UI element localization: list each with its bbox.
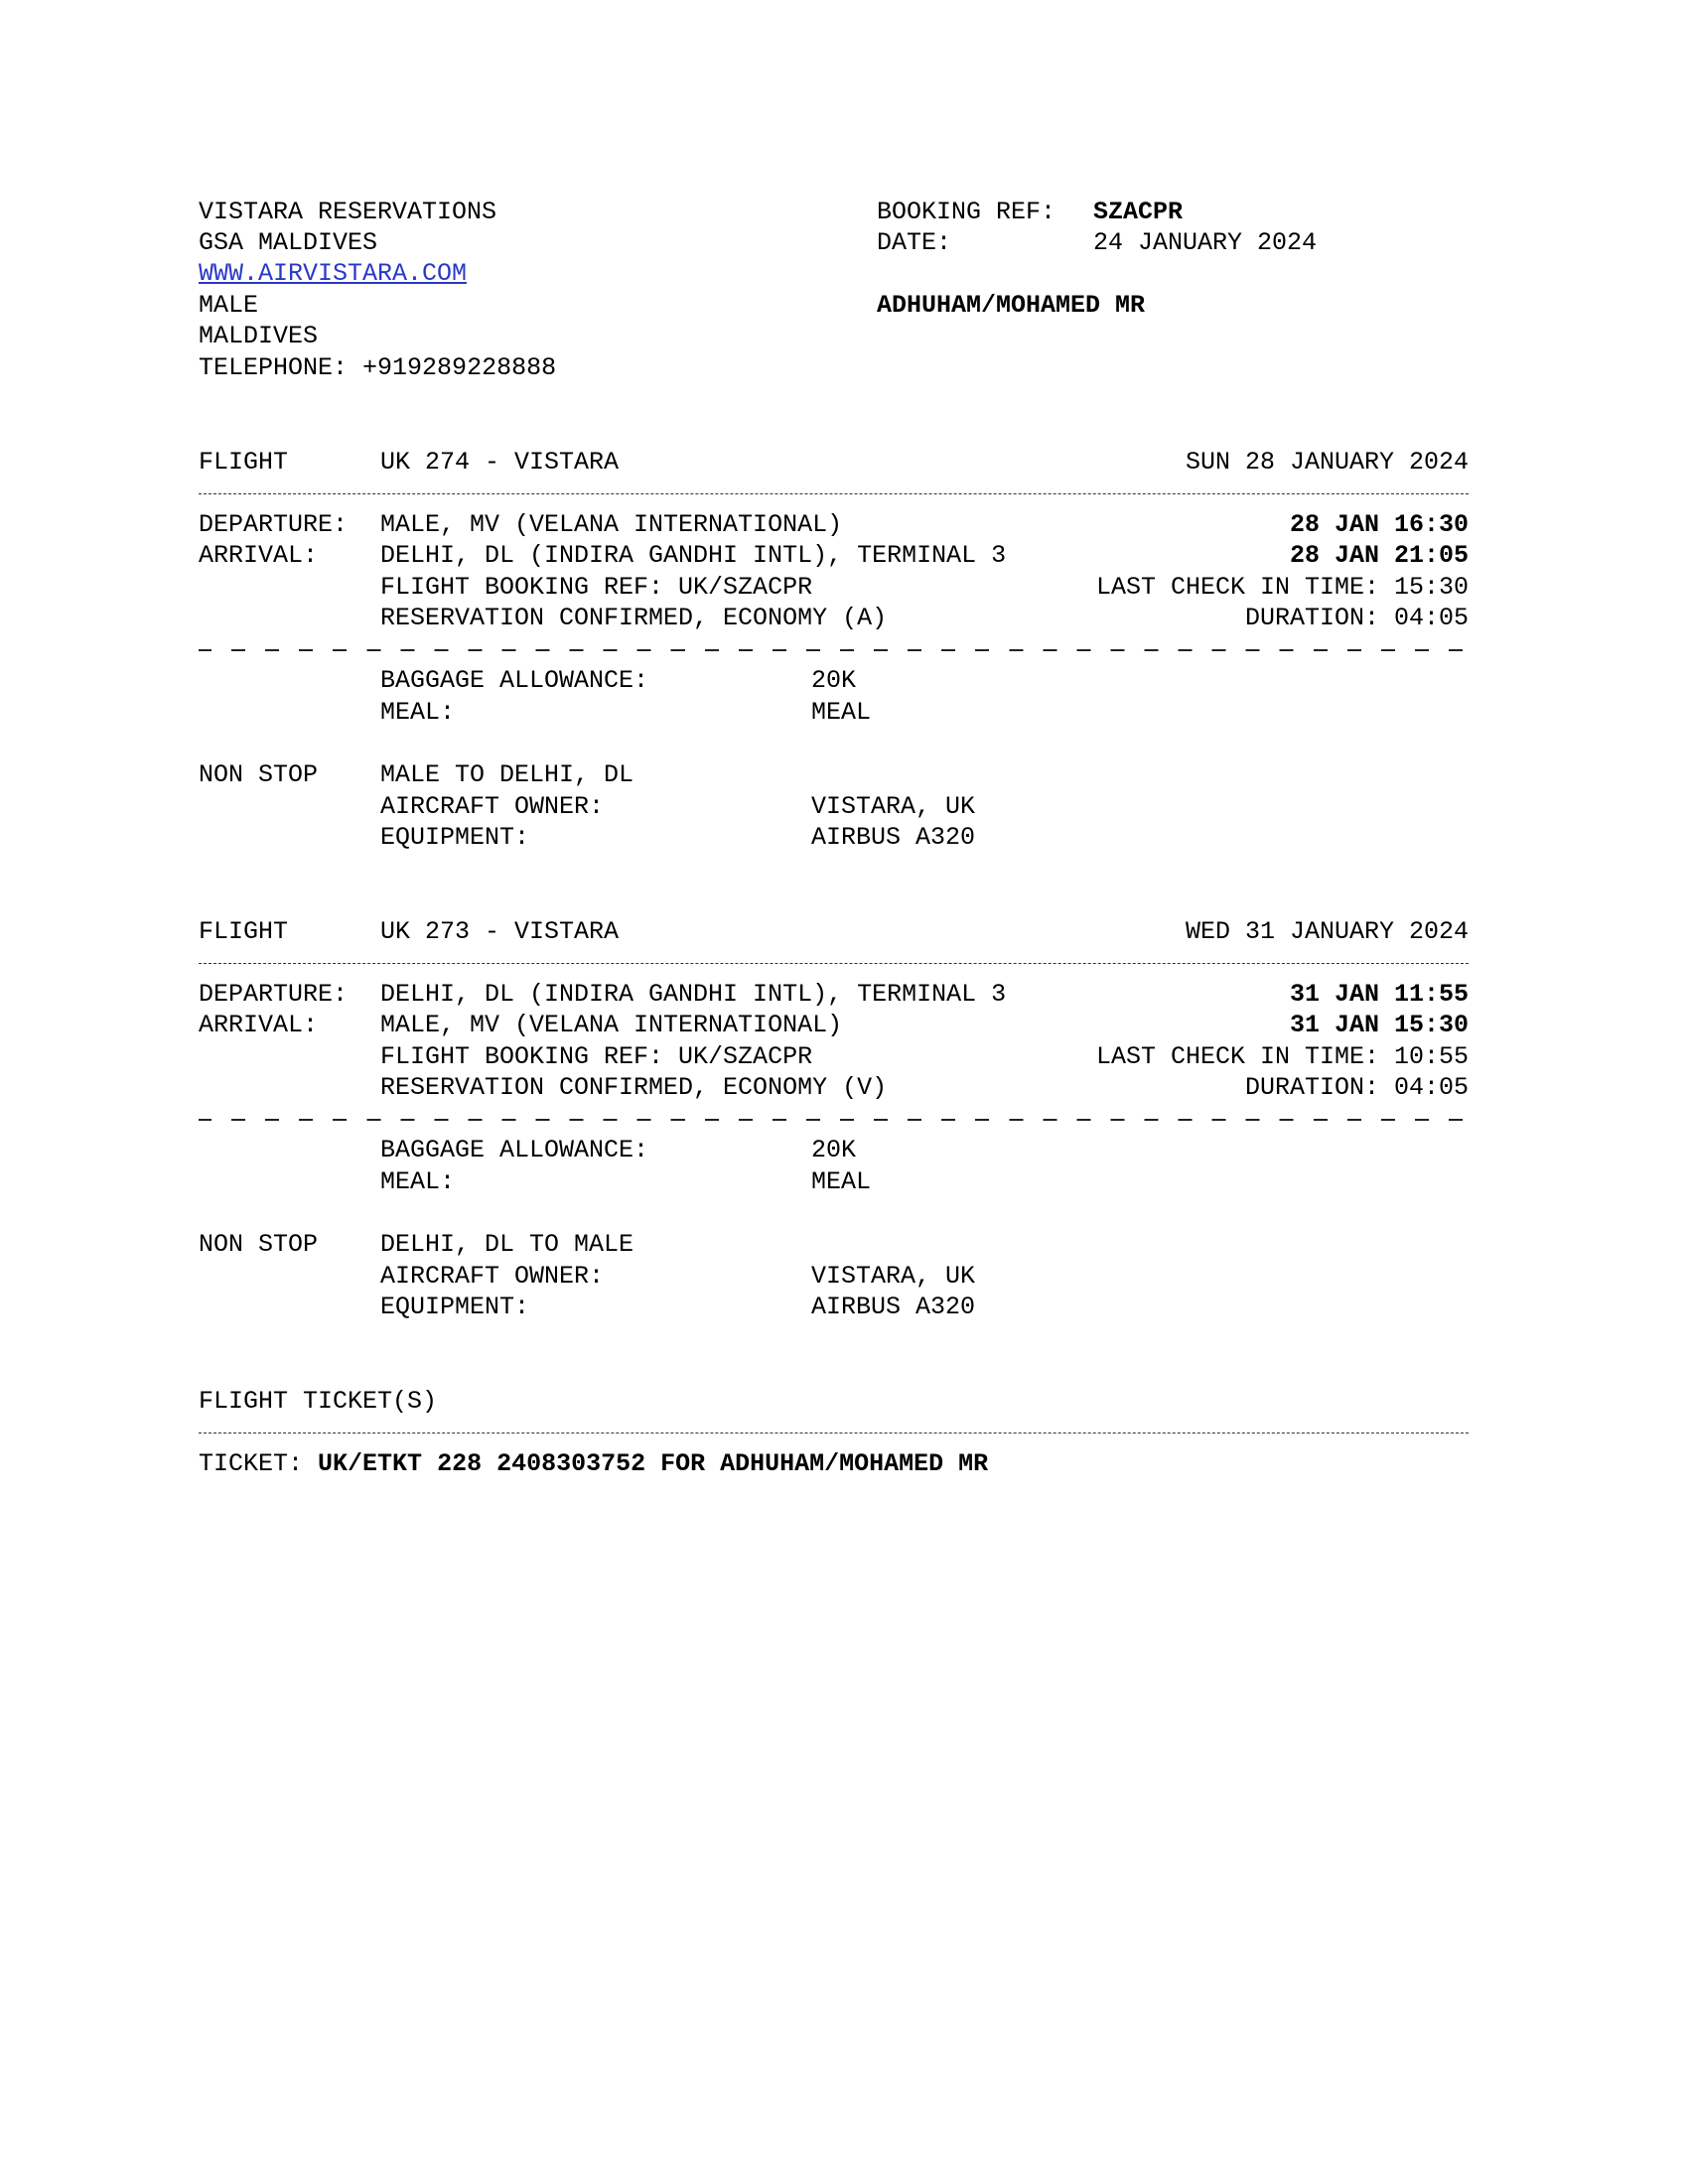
booking-ref-value: SZACPR [1093,198,1184,226]
divider [199,1119,1469,1121]
agency-country: MALDIVES [199,322,319,350]
baggage-label: BAGGAGE ALLOWANCE: [380,666,649,695]
reservation-status: RESERVATION CONFIRMED, ECONOMY (V) [380,1073,888,1102]
arrival-label: ARRIVAL: [199,1011,319,1039]
flight-date: SUN 28 JANUARY 2024 [1185,448,1469,477]
flight-number: UK 273 - VISTARA [380,917,620,946]
equipment-label: EQUIPMENT: [380,823,530,852]
booking-date-value: 24 JANUARY 2024 [1093,228,1318,257]
departure-label: DEPARTURE: [199,510,349,539]
departure-airport: DELHI, DL (INDIRA GANDHI INTL), TERMINAL 3 [380,980,1007,1009]
ticket-label: TICKET: [199,1449,304,1478]
route: DELHI, DL TO MALE [380,1230,634,1259]
equipment-label: EQUIPMENT: [380,1293,530,1321]
arrival-airport: MALE, MV (VELANA INTERNATIONAL) [380,1011,843,1039]
divider [199,493,1469,494]
aircraft-owner-value: VISTARA, UK [811,1262,976,1291]
departure-airport: MALE, MV (VELANA INTERNATIONAL) [380,510,843,539]
ticket-value: UK/ETKT 228 2408303752 FOR ADHUHAM/MOHAMED MR [318,1449,989,1478]
flight-booking-ref: FLIGHT BOOKING REF: UK/SZACPR [380,573,813,602]
flight-date: WED 31 JANUARY 2024 [1185,917,1469,946]
agency-city: MALE [199,291,259,320]
booking-date-label: DATE: [877,228,952,257]
meal-label: MEAL: [380,1167,456,1196]
ticket-line [199,1449,988,1479]
flight-duration: DURATION: 04:05 [1244,1073,1469,1102]
last-check-in-time: LAST CHECK IN TIME: 15:30 [1095,573,1469,602]
flight-duration: DURATION: 04:05 [1244,604,1469,632]
tickets-heading: FLIGHT TICKET(S) [199,1387,438,1416]
arrival-time: 31 JAN 15:30 [1289,1011,1469,1039]
arrival-time: 28 JAN 21:05 [1289,541,1469,570]
flight-label: FLIGHT [199,917,289,946]
telephone-label: TELEPHONE: [199,353,349,382]
aircraft-owner-value: VISTARA, UK [811,792,976,821]
baggage-label: BAGGAGE ALLOWANCE: [380,1136,649,1164]
baggage-value: 20K [811,666,857,695]
agency-telephone [199,353,556,383]
meal-value: MEAL [811,1167,872,1196]
meal-label: MEAL: [380,698,456,727]
telephone-number: +919289228888 [362,353,557,382]
equipment-value: AIRBUS A320 [811,823,976,852]
booking-ref-label: BOOKING REF: [877,198,1056,226]
flight-number: UK 274 - VISTARA [380,448,620,477]
agency-name: VISTARA RESERVATIONS [199,198,497,226]
aircraft-owner-label: AIRCRAFT OWNER: [380,1262,605,1291]
non-stop-label: NON STOP [199,1230,319,1259]
equipment-value: AIRBUS A320 [811,1293,976,1321]
departure-time: 31 JAN 11:55 [1289,980,1469,1009]
arrival-label: ARRIVAL: [199,541,319,570]
meal-value: MEAL [811,698,872,727]
divider [199,963,1469,964]
departure-label: DEPARTURE: [199,980,349,1009]
route: MALE TO DELHI, DL [380,760,634,789]
non-stop-label: NON STOP [199,760,319,789]
agency-gsa: GSA MALDIVES [199,228,378,257]
passenger-name: ADHUHAM/MOHAMED MR [877,291,1146,320]
departure-time: 28 JAN 16:30 [1289,510,1469,539]
aircraft-owner-label: AIRCRAFT OWNER: [380,792,605,821]
agency-website-link[interactable]: WWW.AIRVISTARA.COM [199,259,468,288]
reservation-status: RESERVATION CONFIRMED, ECONOMY (A) [380,604,888,632]
divider [199,649,1469,651]
flight-label: FLIGHT [199,448,289,477]
baggage-value: 20K [811,1136,857,1164]
arrival-airport: DELHI, DL (INDIRA GANDHI INTL), TERMINAL 3 [380,541,1007,570]
flight-booking-ref: FLIGHT BOOKING REF: UK/SZACPR [380,1042,813,1071]
last-check-in-time: LAST CHECK IN TIME: 10:55 [1095,1042,1469,1071]
